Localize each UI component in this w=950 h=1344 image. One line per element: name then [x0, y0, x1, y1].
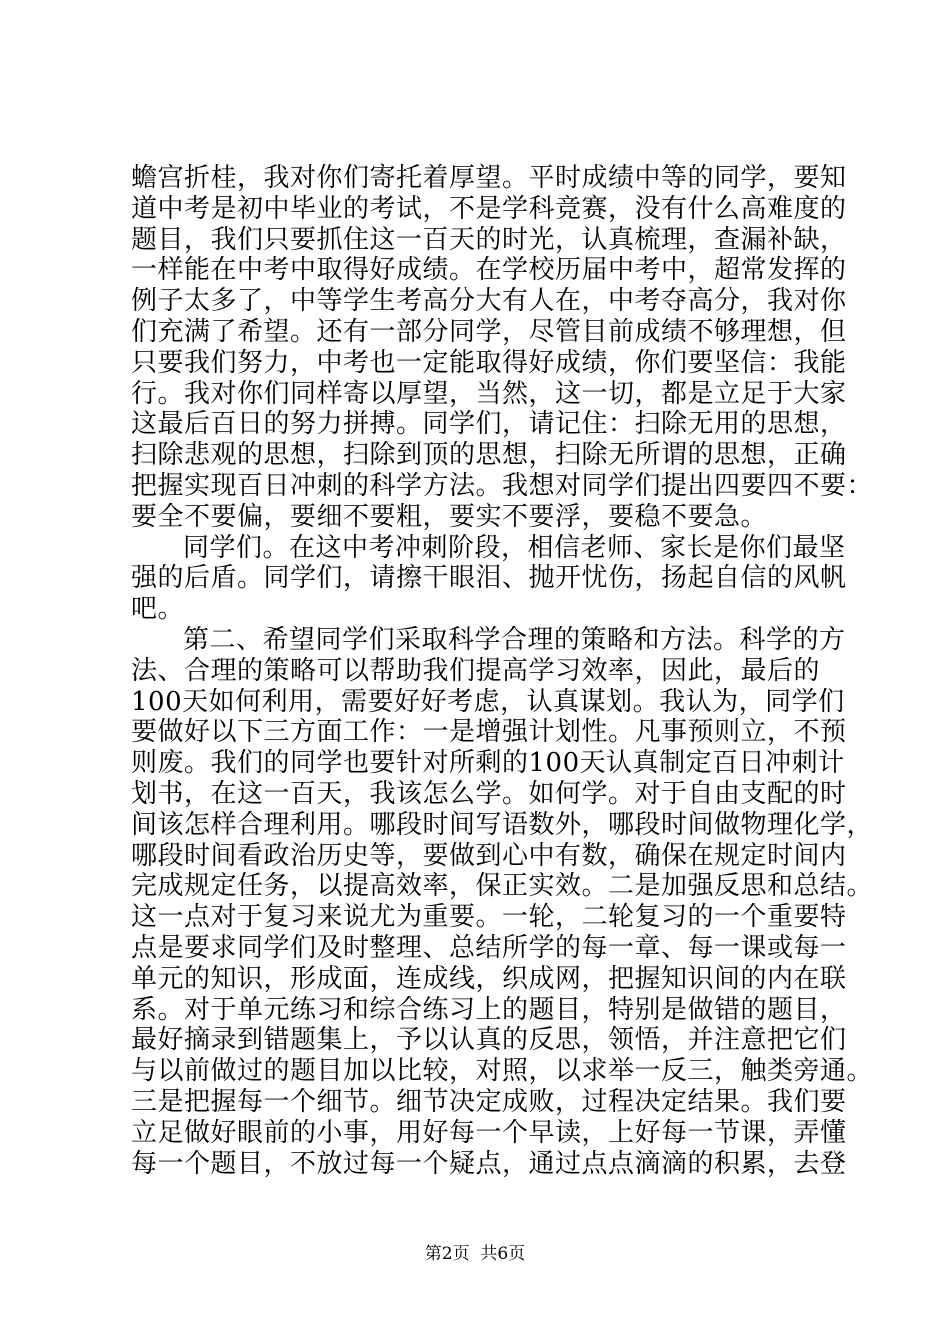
text-line: 每一个题目，不放过每一个疑点，通过点点滴滴的积累，去登	[131, 1148, 847, 1179]
text-line: 法、合理的策略可以帮助我们提高学习效率，因此，最后的	[131, 655, 821, 686]
paragraph	[131, 532, 847, 625]
text-line: 题目，我们只要抓住这一百天的时光，认真梳理，查漏补缺，	[131, 224, 847, 255]
page-footer: 第2页 共6页	[424, 1244, 526, 1264]
text-line: 道中考是初中毕业的考试，不是学科竞赛，没有什么高难度的	[131, 193, 847, 224]
text-line: 这一点对于复习来说尤为重要。一轮，二轮复习的一个重要特	[131, 902, 847, 933]
text-line: 要全不要偏，要细不要粗，要实不要浮，要稳不要急。	[131, 501, 768, 532]
document-body	[131, 163, 874, 1179]
text-line: 单元的知识，形成面，连成线，织成网，把握知识间的内在联	[131, 963, 847, 994]
text-line: 哪段时间看政治历史等，要做到心中有数，确保在规定时间内	[131, 840, 847, 871]
text-line: 同学们。在这中考冲刺阶段，相信老师、家长是你们最坚	[183, 532, 846, 563]
text-line: 这最后百日的努力拼搏。同学们，请记住：扫除无用的思想，	[131, 409, 847, 440]
text-line: 间该怎样合理利用。哪段时间写语数外，哪段时间做物理化学，	[131, 809, 874, 840]
text-line: 第二、希望同学们采取科学合理的策略和方法。科学的方	[183, 624, 846, 655]
text-line: 们充满了希望。还有一部分同学，尽管目前成绩不够理想，但	[131, 316, 847, 347]
paragraph	[131, 624, 874, 1179]
text-line: 把握实现百日冲刺的科学方法。我想对同学们提出四要四不要：	[131, 470, 874, 501]
text-line: 立足做好眼前的小事，用好每一个早读，上好每一节课，弄懂	[131, 1117, 847, 1148]
text-line: 点是要求同学们及时整理、总结所学的每一章、每一课或每一	[131, 932, 847, 963]
text-line: 扫除悲观的思想，扫除到顶的思想，扫除无所谓的思想，正确	[131, 440, 847, 471]
text-line: 系。对于单元练习和综合练习上的题目，特别是做错的题目，	[131, 994, 847, 1025]
text-line: 100天如何利用，需要好好考虑，认真谋划。我认为，同学们	[131, 686, 845, 717]
text-line: 吧。	[131, 594, 185, 625]
text-line: 强的后盾。同学们，请擦干眼泪、抛开忧伤，扬起自信的风帆	[131, 563, 847, 594]
text-line: 蟾宫折桂，我对你们寄托着厚望。平时成绩中等的同学，要知	[131, 163, 847, 193]
text-line: 与以前做过的题目加以比较，对照，以求举一反三，触类旁通。	[131, 1056, 874, 1087]
text-line: 例子太多了，中等学生考高分大有人在，中考夺高分，我对你	[131, 286, 847, 317]
text-line: 三是把握每一个细节。细节决定成败，过程决定结果。我们要	[131, 1086, 847, 1117]
text-line: 要做好以下三方面工作：一是增强计划性。凡事预则立，不预	[131, 717, 847, 748]
text-line: 划书，在这一百天，我该怎么学。如何学。对于自由支配的时	[131, 778, 847, 809]
text-line: 最好摘录到错题集上，予以认真的反思，领悟，并注意把它们	[131, 1025, 847, 1056]
text-line: 完成规定任务，以提高效率，保正实效。二是加强反思和总结。	[131, 871, 874, 902]
text-line: 行。我对你们同样寄以厚望，当然，这一切，都是立足于大家	[131, 378, 847, 409]
paragraph	[131, 163, 874, 533]
text-line: 一样能在中考中取得好成绩。在学校历届中考中，超常发挥的	[131, 255, 847, 286]
text-line: 则废。我们的同学也要针对所剩的100天认真制定百日冲刺计	[131, 748, 845, 779]
text-line: 只要我们努力，中考也一定能取得好成绩，你们要坚信：我能	[131, 347, 847, 378]
